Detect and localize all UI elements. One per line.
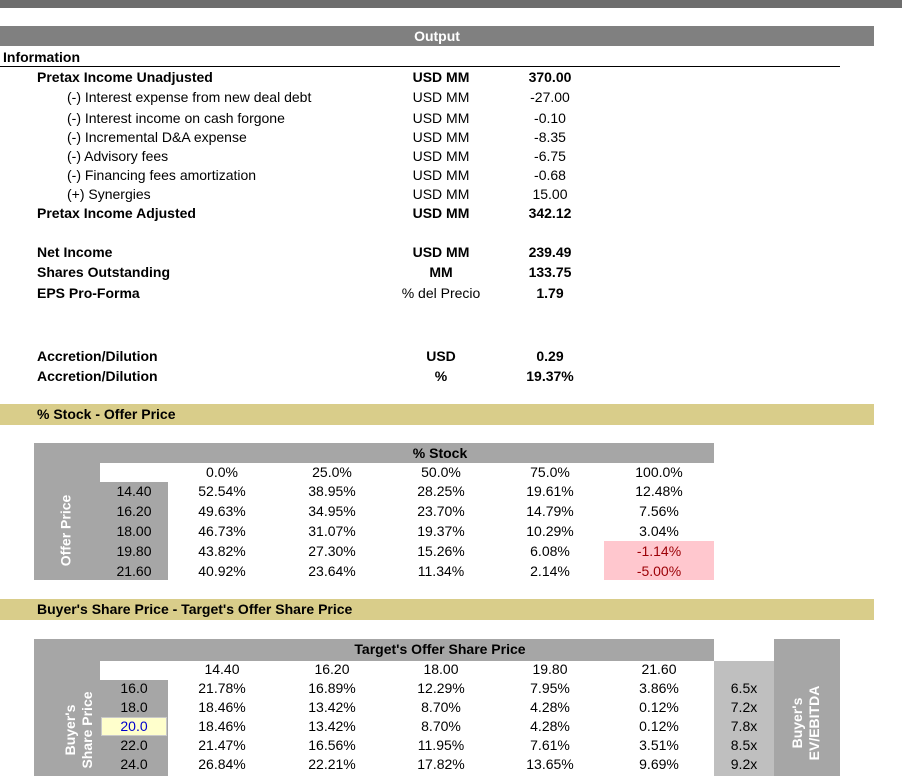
info-row-value: -6.75 bbox=[534, 148, 566, 164]
table-cell: 2.14% bbox=[530, 563, 570, 579]
info-row-unit: USD MM bbox=[412, 69, 470, 85]
table-cell: 19.61% bbox=[526, 483, 574, 499]
eps-pro-forma-unit: % del Precio bbox=[401, 285, 481, 301]
table-cell: 9.69% bbox=[639, 756, 679, 772]
table-cell: 16.56% bbox=[308, 737, 356, 753]
info-row-unit: USD MM bbox=[412, 129, 470, 145]
info-row-value: 342.12 bbox=[528, 205, 572, 221]
accretion-pct-label: Accretion/Dilution bbox=[37, 368, 158, 384]
net-income-unit: USD MM bbox=[412, 244, 470, 260]
table-cell: 11.34% bbox=[417, 563, 465, 579]
buyer-row-title-line1: Buyer's bbox=[62, 704, 78, 756]
column-header: 75.0% bbox=[530, 464, 570, 480]
table-cell: 6.08% bbox=[530, 543, 570, 559]
table-cell: 13.42% bbox=[308, 699, 356, 715]
info-row-label: Pretax Income Unadjusted bbox=[37, 69, 213, 85]
table-cell: 3.04% bbox=[639, 523, 679, 539]
table-cell: 15.26% bbox=[417, 543, 465, 559]
accretion-usd-unit: USD bbox=[426, 348, 456, 364]
row-header: 18.00 bbox=[116, 523, 152, 539]
table-cell: 7.95% bbox=[530, 680, 570, 696]
output-header bbox=[0, 26, 874, 46]
buyer-target-section-title: Buyer's Share Price - Target's Offer Share Price bbox=[37, 601, 353, 617]
right-title bbox=[789, 673, 825, 773]
table-cell: -5.00% bbox=[636, 563, 682, 579]
net-income-label: Net Income bbox=[37, 244, 113, 260]
table-cell: 18.46% bbox=[198, 718, 246, 734]
shares-outstanding-unit: MM bbox=[429, 264, 453, 280]
stock-row-title: Offer Price bbox=[57, 494, 74, 567]
row-header: 16.20 bbox=[116, 503, 152, 519]
table-cell: 31.07% bbox=[308, 523, 356, 539]
table-cell: 40.92% bbox=[198, 563, 246, 579]
info-row-label: (-) Financing fees amortization bbox=[67, 167, 257, 183]
table-cell: 49.63% bbox=[198, 503, 246, 519]
top-border bbox=[0, 0, 902, 8]
info-row-unit: USD MM bbox=[412, 89, 470, 105]
table-cell: 43.82% bbox=[198, 543, 246, 559]
ev-ebitda-multiple: 7.2x bbox=[730, 699, 758, 715]
row-header: 14.40 bbox=[116, 483, 152, 499]
table-cell: 8.70% bbox=[421, 699, 461, 715]
row-header: 18.0 bbox=[120, 699, 148, 715]
table-cell: 28.25% bbox=[417, 483, 465, 499]
table-cell: 23.64% bbox=[308, 563, 356, 579]
ev-ebitda-multiple: 9.2x bbox=[730, 756, 758, 772]
column-header: 18.00 bbox=[423, 661, 459, 677]
info-row-label: (-) Interest expense from new deal debt bbox=[67, 89, 312, 105]
table-cell: 13.65% bbox=[526, 756, 574, 772]
table-cell: 4.28% bbox=[530, 699, 570, 715]
table-cell: 13.42% bbox=[308, 718, 356, 734]
net-income-value: 239.49 bbox=[528, 244, 572, 260]
table-cell: 38.95% bbox=[308, 483, 356, 499]
table-cell: 0.12% bbox=[639, 718, 679, 734]
table-cell: 12.29% bbox=[417, 680, 465, 696]
table-cell: 23.70% bbox=[417, 503, 465, 519]
row-header: 16.0 bbox=[120, 680, 148, 696]
info-row-value: -27.00 bbox=[530, 89, 570, 105]
row-header: 21.60 bbox=[116, 563, 152, 579]
table-cell: 22.21% bbox=[308, 756, 356, 772]
output-title: Output bbox=[414, 28, 460, 44]
info-row-value: -8.35 bbox=[534, 129, 566, 145]
table-cell: 7.56% bbox=[639, 503, 679, 519]
information-title: Information bbox=[3, 49, 80, 65]
column-header: 100.0% bbox=[635, 464, 683, 480]
table-cell: 3.51% bbox=[639, 737, 679, 753]
accretion-usd-value: 0.29 bbox=[536, 348, 564, 364]
shares-outstanding-value: 133.75 bbox=[528, 264, 572, 280]
table-cell: 46.73% bbox=[198, 523, 246, 539]
eps-pro-forma-value: 1.79 bbox=[536, 285, 564, 301]
accretion-pct-unit: % bbox=[434, 368, 448, 384]
table-cell: 21.47% bbox=[198, 737, 246, 753]
info-row-label: Pretax Income Adjusted bbox=[37, 205, 196, 221]
ev-ebitda-multiple: 6.5x bbox=[730, 680, 758, 696]
table-cell: 10.29% bbox=[526, 523, 574, 539]
accretion-usd-label: Accretion/Dilution bbox=[37, 348, 158, 364]
buyer-row-title-line2: Share Price bbox=[79, 691, 95, 769]
buyer-col-title: Target's Offer Share Price bbox=[354, 641, 526, 657]
table-cell: 7.61% bbox=[530, 737, 570, 753]
row-header: 20.0 bbox=[120, 718, 148, 734]
column-header: 0.0% bbox=[206, 464, 238, 480]
row-header: 24.0 bbox=[120, 756, 148, 772]
stock-offer-section-header bbox=[0, 404, 874, 425]
info-row-value: 15.00 bbox=[532, 186, 568, 202]
table-cell: 8.70% bbox=[421, 718, 461, 734]
right-title-line1: Buyer's bbox=[789, 697, 805, 749]
table-cell: 21.78% bbox=[198, 680, 246, 696]
column-header: 16.20 bbox=[314, 661, 350, 677]
stock-offer-section-title: % Stock - Offer Price bbox=[37, 406, 176, 422]
info-row-unit: USD MM bbox=[412, 186, 470, 202]
buyer-target-section-header bbox=[0, 599, 874, 620]
info-row-label: (-) Advisory fees bbox=[67, 148, 169, 164]
ev-ebitda-multiple: 7.8x bbox=[730, 718, 758, 734]
info-row-value: 370.00 bbox=[528, 69, 572, 85]
table-cell: 17.82% bbox=[417, 756, 465, 772]
table-cell: 0.12% bbox=[639, 699, 679, 715]
info-row-unit: USD MM bbox=[412, 205, 470, 221]
info-row-value: -0.10 bbox=[534, 110, 566, 126]
eps-pro-forma-label: EPS Pro-Forma bbox=[37, 285, 140, 301]
info-row-unit: USD MM bbox=[412, 110, 470, 126]
table-cell: 34.95% bbox=[308, 503, 356, 519]
table-cell: -1.14% bbox=[636, 543, 682, 559]
column-header: 25.0% bbox=[312, 464, 352, 480]
stock-col-title: % Stock bbox=[412, 445, 468, 461]
table-cell: 18.46% bbox=[198, 699, 246, 715]
information-underline bbox=[0, 66, 840, 67]
table-cell: 3.86% bbox=[639, 680, 679, 696]
right-title-line2: EV/EBITDA bbox=[806, 685, 822, 761]
table-cell: 26.84% bbox=[198, 756, 246, 772]
info-row-value: -0.68 bbox=[534, 167, 566, 183]
buyer-row-title bbox=[62, 680, 98, 780]
table-cell: 11.95% bbox=[417, 737, 465, 753]
info-row-label: (-) Incremental D&A expense bbox=[67, 129, 247, 145]
column-header: 50.0% bbox=[421, 464, 461, 480]
accretion-pct-value: 19.37% bbox=[526, 368, 574, 384]
table-cell: 16.89% bbox=[308, 680, 356, 696]
ev-ebitda-multiple: 8.5x bbox=[730, 737, 758, 753]
info-row-unit: USD MM bbox=[412, 148, 470, 164]
info-row-unit: USD MM bbox=[412, 167, 470, 183]
shares-outstanding-label: Shares Outstanding bbox=[37, 264, 171, 280]
column-header: 14.40 bbox=[204, 661, 240, 677]
column-header: 19.80 bbox=[532, 661, 568, 677]
table-cell: 52.54% bbox=[198, 483, 246, 499]
table-cell: 12.48% bbox=[635, 483, 683, 499]
table-cell: 19.37% bbox=[417, 523, 465, 539]
row-header: 19.80 bbox=[116, 543, 152, 559]
table-cell: 27.30% bbox=[308, 543, 356, 559]
row-header: 22.0 bbox=[120, 737, 148, 753]
table-cell: 14.79% bbox=[526, 503, 574, 519]
info-row-label: (+) Synergies bbox=[67, 186, 151, 202]
column-header: 21.60 bbox=[641, 661, 677, 677]
table-cell: 4.28% bbox=[530, 718, 570, 734]
info-row-label: (-) Interest income on cash forgone bbox=[67, 110, 285, 126]
